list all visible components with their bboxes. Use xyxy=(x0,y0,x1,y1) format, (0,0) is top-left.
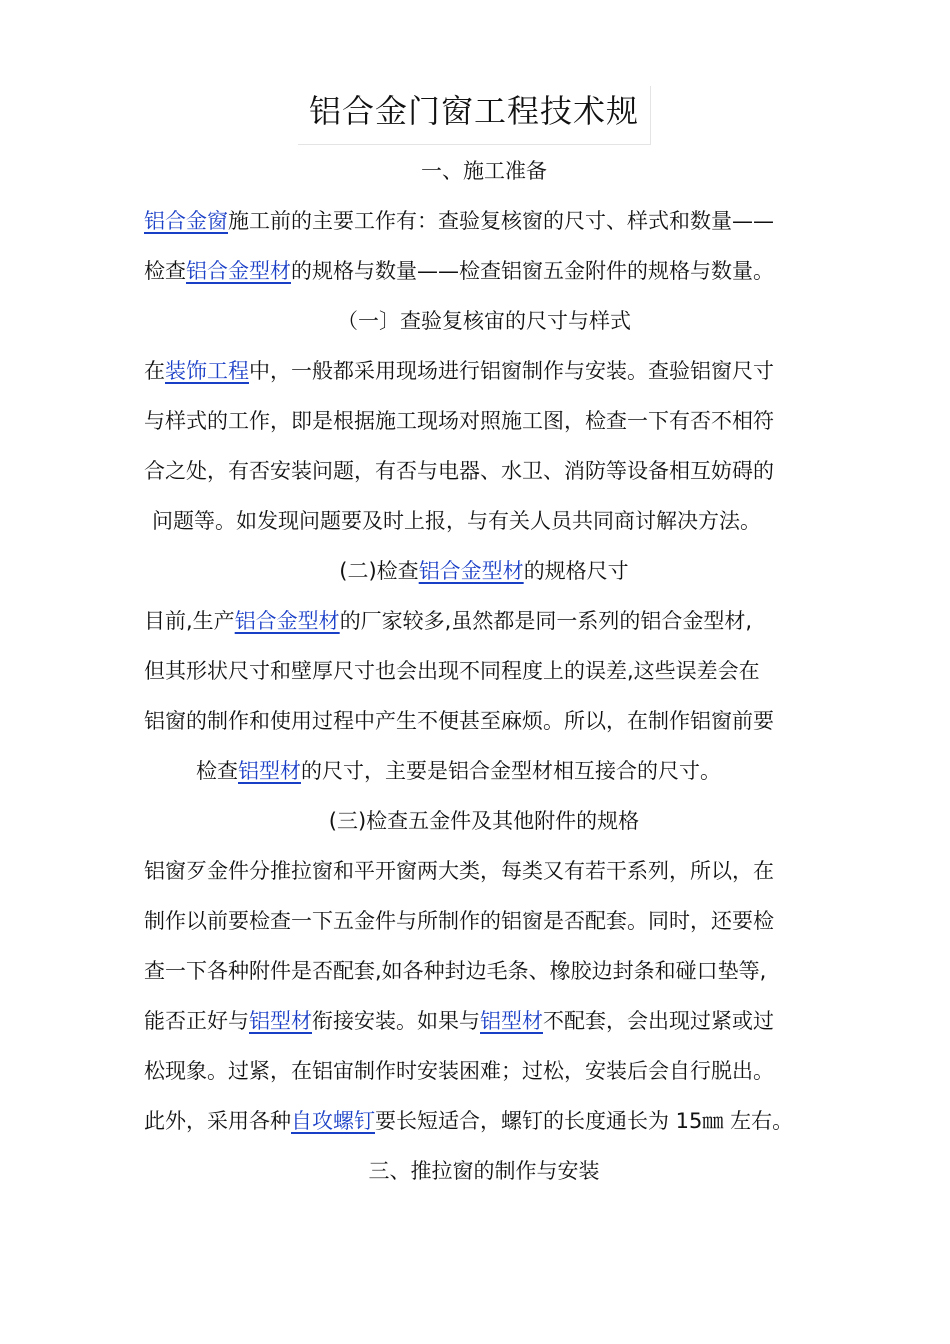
paragraph-line xyxy=(144,606,824,636)
text-segment: 衔接安装。如果与 xyxy=(312,1009,480,1033)
text-segment: （一〕查验复核宙的尺寸与样式 xyxy=(337,309,631,333)
text-segment: 的规格与数量——检查铝窗五金附件的规格与数量。 xyxy=(291,259,774,283)
section-heading xyxy=(144,156,824,186)
paragraph-line xyxy=(144,1056,824,1086)
paragraph-line xyxy=(144,856,824,886)
term-link[interactable]: 铝合金窗 xyxy=(144,209,228,233)
term-link[interactable]: 自攻螺钉 xyxy=(291,1109,375,1133)
text-segment: 的厂家较多,虽然都是同一系列的铝合金型材, xyxy=(339,609,753,633)
term-link[interactable]: 铝型材 xyxy=(480,1009,543,1033)
paragraph-line xyxy=(144,906,824,936)
text-segment: 铝窗的制作和使用过程中产生不便甚至麻烦。所以，在制作铝窗前要 xyxy=(144,709,774,733)
term-link[interactable]: 铝合金型材 xyxy=(186,259,291,283)
paragraph-line xyxy=(144,456,824,486)
subsection-heading xyxy=(144,556,824,586)
paragraph-line xyxy=(144,756,824,786)
section-heading xyxy=(144,1156,824,1186)
text-segment: 制作以前要检查一下五金件与所制作的铝窗是否配套。同时，还要检 xyxy=(144,909,774,933)
text-segment: 能否正好与 xyxy=(144,1009,249,1033)
text-segment: 松现象。过紧，在铝宙制作时安装困难；过松，安装后会自行脱出。 xyxy=(144,1059,774,1083)
text-segment: 在 xyxy=(144,359,165,383)
paragraph-line xyxy=(144,706,824,736)
text-segment: 检查 xyxy=(196,759,238,783)
text-segment: 要长短适合，螺钉的长度通长为 15㎜ 左右。 xyxy=(375,1109,794,1133)
term-link[interactable]: 铝合金型材 xyxy=(418,559,524,583)
paragraph-line xyxy=(144,256,824,286)
text-segment: 问题等。如发现问题要及时上报，与有关人员共同商讨解决方法。 xyxy=(152,509,761,533)
text-segment: 检查 xyxy=(144,259,186,283)
text-segment: 合之处，有否安装问题，有否与电器、水卫、消防等设备相互妨碍的 xyxy=(144,459,774,483)
text-segment: 查一下各种附件是否配套,如各种封边毛条、橡胶边封条和碰口垫等, xyxy=(144,959,767,983)
term-link[interactable]: 装饰工程 xyxy=(165,359,249,383)
paragraph-line xyxy=(144,356,824,386)
term-link[interactable]: 铝型材 xyxy=(238,759,301,783)
text-segment: 的规格尺寸 xyxy=(523,559,629,583)
paragraph-line xyxy=(144,206,824,236)
paragraph-line xyxy=(144,956,824,986)
text-segment: 目前,生产 xyxy=(144,609,235,633)
term-link[interactable]: 铝型材 xyxy=(249,1009,312,1033)
text-segment: 的尺寸，主要是铝合金型材相互接合的尺寸。 xyxy=(301,759,721,783)
paragraph-line xyxy=(144,506,832,536)
paragraph-line xyxy=(144,656,824,686)
paragraph-line xyxy=(144,406,824,436)
document-title: 铝合金门窗工程技术规 xyxy=(298,86,651,145)
term-link[interactable]: 铝合金型材 xyxy=(234,609,340,633)
subsection-heading xyxy=(144,306,824,336)
text-segment: 中，一般都采用现场进行铝窗制作与安装。查验铝窗尺寸 xyxy=(249,359,774,383)
text-segment: 施工前的主要工作有：查验复核窗的尺寸、样式和数量—— xyxy=(228,209,774,233)
text-segment: 三、推拉窗的制作与安装 xyxy=(368,1159,600,1183)
text-segment: 不配套，会出现过紧或过 xyxy=(543,1009,774,1033)
text-segment: (二)检查 xyxy=(339,559,419,583)
text-segment: 铝窗歹金件分推拉窗和平开窗两大类，每类又有若干系列，所以，在 xyxy=(144,859,774,883)
text-segment: 但其形状尺寸和壁厚尺寸也会出现不同程度上的误差,这些误差会在 xyxy=(144,659,760,683)
paragraph-line xyxy=(144,1106,824,1136)
text-segment: 此外，采用各种 xyxy=(144,1109,291,1133)
paragraph-line xyxy=(144,1006,824,1036)
text-segment: 一、施工准备 xyxy=(421,159,547,183)
subsection-heading xyxy=(144,806,824,836)
text-segment: 与样式的工作，即是根据施工现场对照施工图，检查一下有否不相符 xyxy=(144,409,774,433)
text-segment: (三)检查五金件及其他附件的规格 xyxy=(328,809,640,833)
